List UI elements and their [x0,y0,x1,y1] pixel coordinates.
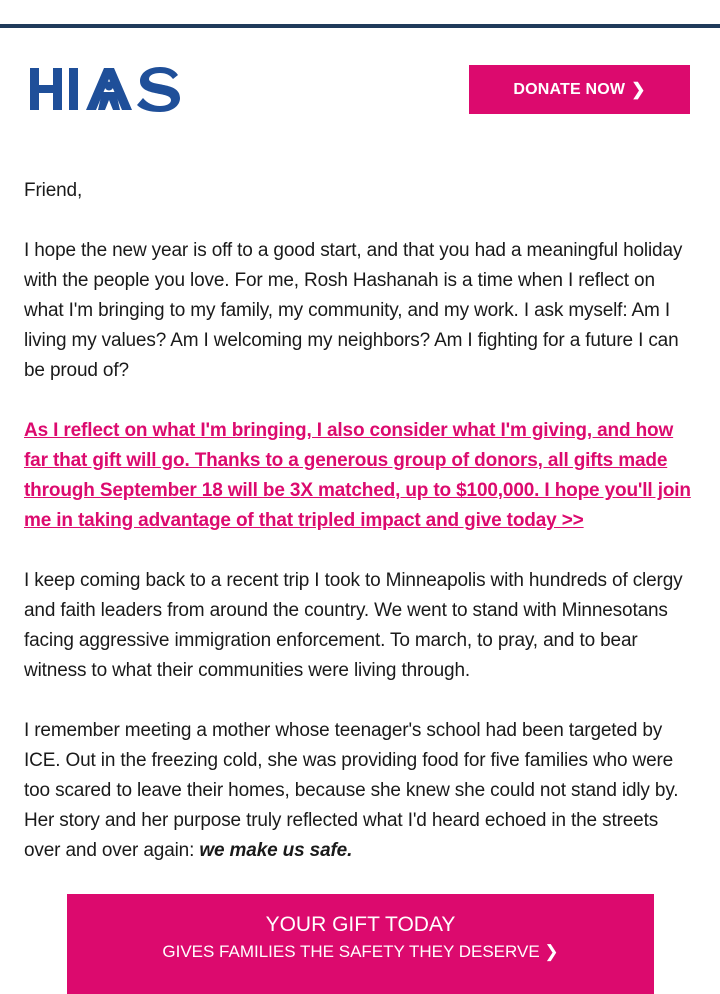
gift-button-line1: YOUR GIFT TODAY [265,913,456,936]
paragraph-cta [24,416,696,536]
gift-button-line2: GIVES FAMILIES THE SAFETY THEY DESERVE ❯ [162,942,559,961]
hias-logo[interactable] [28,64,184,114]
gift-today-button[interactable] [67,894,654,994]
paragraph-mother-story [24,716,696,866]
donate-now-button[interactable] [469,65,690,114]
svg-text:HIAS: HIAS [28,64,31,65]
email-header [0,28,720,148]
donate-now-label: DONATE NOW [513,80,626,98]
paragraph-intro: I hope the new year is off to a good start, and that you had a meaningful holiday with the people you love. For me, Rosh Hashanah is a time when I reflect on what I'm bringing to my family, my community, and my work. I ask myself: Am I living my values? Am I welcoming my neighbors? Am I fighting for a future I can be proud of? [24,240,683,381]
email-body [24,176,696,896]
mother-story-text: I remember meeting a mother whose teenager's school had been targeted by ICE. Out in the freezing cold, she was providing food for five families who were too scared to leave their homes, because she knew she could not stand idly by. Her story and her purpose truly reflected what I'd heard echoed in the streets over and over again: [24,720,679,861]
chevron-right-icon: ❯ [631,79,646,99]
give-today-link[interactable]: As I reflect on what I'm bringing, I also consider what I'm giving, and how far that gift will go. Thanks to a generous group of donors, all gifts made through September 18 will be 3X matched, up to $100,000. I hope you'll join me in taking advantage of that tripled impact and give today >> [24,420,691,531]
salutation: Friend, [24,180,83,201]
paragraph-minneapolis: I keep coming back to a recent trip I took to Minneapolis with hundreds of clergy and faith leaders from around the country. We went to stand with Minnesotans facing aggressive immigration enforcement. To march, to pray, and to bear witness to what their communities were living through. [24,570,683,681]
emphasis-text: we make us safe. [199,840,353,861]
